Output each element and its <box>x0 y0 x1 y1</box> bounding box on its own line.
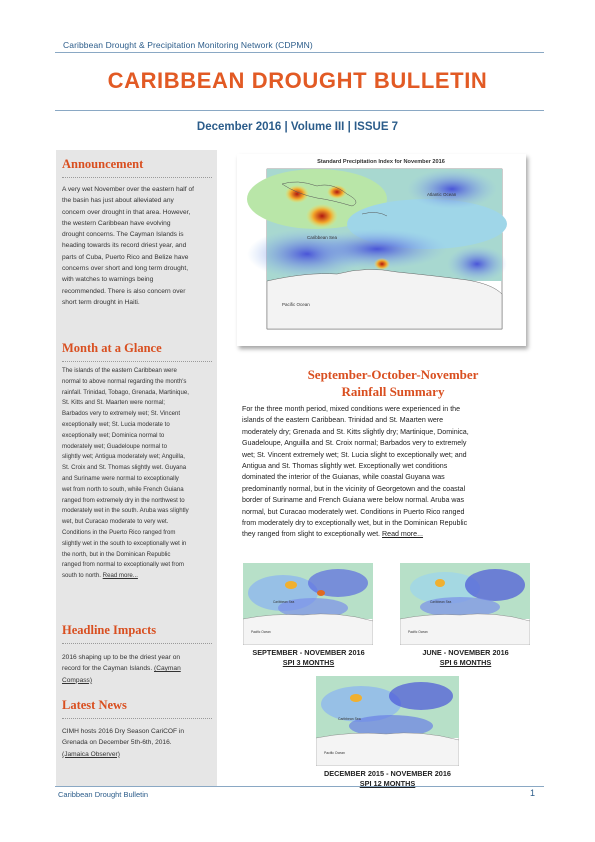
spi-3-month-map <box>243 563 373 645</box>
headline-impacts-heading: Headline Impacts <box>62 623 157 637</box>
latest-news-text: CIMH hosts 2016 Dry Season CariCOF in Grenada on December 5th-6th, 2016. (Jamaica Observer) <box>62 728 185 758</box>
bulletin-title: CARIBBEAN DROUGHT BULLETIN <box>107 68 488 93</box>
month-glance-read-more-link[interactable]: Read more... <box>102 572 138 580</box>
main-map-title: Standard Precipitation Index for November 2016 <box>317 159 445 165</box>
latest-news-heading: Latest News <box>62 698 127 712</box>
sm1-caribbean-label: Caribbean Sea <box>273 600 295 604</box>
spi-november-map <box>237 154 526 346</box>
summary-read-more-link[interactable]: Read more... <box>382 530 424 539</box>
organization-name: Caribbean Drought & Precipitation Monitoring Network (CDPMN) <box>63 40 313 50</box>
sm1-pacific-label: Pacific Ocean <box>251 630 271 634</box>
cayman-compass-link[interactable]: (Cayman <box>154 665 181 673</box>
latest-news-divider <box>62 718 212 719</box>
spi-map-graphic <box>237 154 526 346</box>
spi-12-month-caption: DECEMBER 2015 - NOVEMBER 2016 SPI 12 MONTHS <box>324 769 451 788</box>
spi-6-month-caption: JUNE - NOVEMBER 2016 SPI 6 MONTHS <box>422 648 509 667</box>
cayman-compass-link-cont[interactable]: Compass) <box>62 676 93 684</box>
footer-text: Caribbean Drought Bulletin <box>58 790 149 799</box>
month-glance-heading: Month at a Glance <box>62 341 162 355</box>
sm3-pacific-label: Pacific Ocean <box>324 751 345 755</box>
header-rule-bottom <box>55 110 544 111</box>
caribbean-label: Caribbean Sea <box>307 235 338 240</box>
announcement-heading: Announcement <box>62 157 144 171</box>
page-number: 1 <box>530 788 536 798</box>
spi-12-month-map <box>316 676 459 766</box>
announcement-text: A very wet November over the eastern half of the basin has just about alleviated any concern over drought in that area. However, the western Caribbean have evolving drought concerns. The Cayman Islands is heading towards its record driest year, and parts of Cuba, Puerto Rico and Belize have concerns over short and long term drought, with watches to warnings being recommended. There is also concern over short term drought in Haiti. <box>62 186 194 306</box>
sm2-pacific-label: Pacific Ocean <box>408 630 428 634</box>
spi-6-month-map <box>400 563 530 645</box>
atlantic-label: Atlantic Ocean <box>427 192 457 197</box>
footer-rule <box>55 786 544 787</box>
pacific-label: Pacific Ocean <box>282 302 310 307</box>
spi-3-month-caption: SEPTEMBER - NOVEMBER 2016 SPI 3 MONTHS <box>252 648 365 667</box>
header-rule-top <box>55 52 544 53</box>
summary-text: For the three month period, mixed conditions were experienced in the islands of the eastern Caribbean. Trinidad and St. Maarten were moderately dry; Grenada and St. Kitts slightly dry; Martinique, Dominica, Guadeloupe, Anguilla and St. Croix normal; Barbados very to extremely wet; St. Vincent extremely wet; St. Lucia slight to exceptionally wet; and Antigua and St. Thomas slightly wet. Exceptionally wet conditions dominated the interior of the Guianas, while coastal Guyana was predominantly normal, but in the vicinity of Georgetown and the coastal border of Suriname and French Guiana were below normal. Aruba was normal, but Curacao moderately wet. Conditions in Puerto Rico ranged from moderately dry to exceptionally wet, but in the Dominican Republic they ranged from slight to exceptionally wet. Read more... <box>242 405 469 539</box>
sm2-caribbean-label: Caribbean Sea <box>430 600 452 604</box>
issue-line: December 2016 | Volume III | ISSUE 7 <box>196 121 399 133</box>
headline-impacts-divider <box>62 643 212 644</box>
summary-title: September-October-November Rainfall Summary <box>307 367 479 399</box>
sm3-caribbean-label: Caribbean Sea <box>338 717 361 721</box>
headline-impacts-text: 2016 shaping up to be the driest year on record for the Cayman Islands. (Cayman Compass) <box>62 654 181 684</box>
announcement-divider <box>62 177 212 178</box>
jamaica-observer-link[interactable]: (Jamaica Observer) <box>62 750 120 758</box>
month-glance-divider <box>62 361 212 362</box>
month-glance-text: The islands of the eastern Caribbean were normal to above normal regarding the month's rainfall. Trinidad, Tobago, Grenada, Martinique, St. Kitts and St. Maarten were normal; Barbados very to extremely wet; St. Vincent exceptionally wet; St. Lucia moderate to exceptionally wet; Dominica normal to moderately wet; Guadeloupe normal to slightly wet; Antigua moderately wet; Anguilla, St. Croix and St. Thomas slightly wet. Guyana and Suriname were normal to exceptionally wet from north to south, while French Guiana ranged from extremely dry in the northwest to moderately wet in the south. Aruba was slightly wet, but Curacao moderate to very wet. Conditions in the Puerto Rico ranged from slightly wet in the south to exceptionally wet in the north, but in the Dominican Republic ranged from normal to exceptionally wet from south to north. Read more... <box>62 367 189 580</box>
